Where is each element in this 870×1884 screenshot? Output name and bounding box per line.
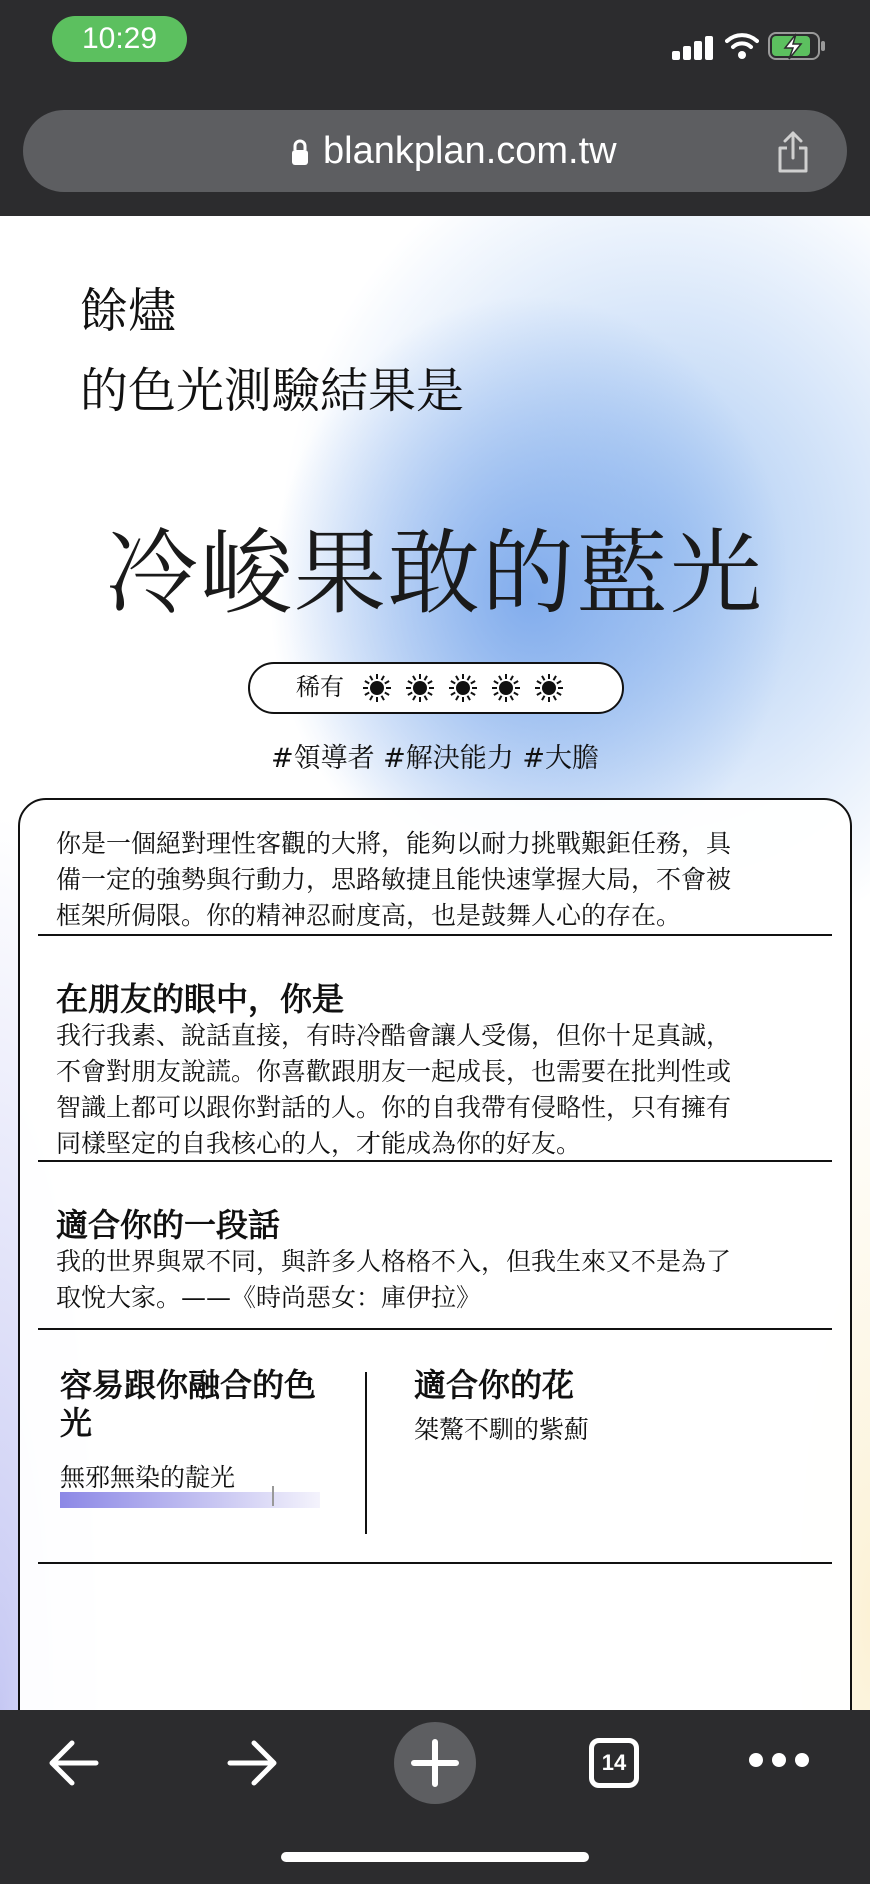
sun-icon xyxy=(362,673,392,703)
share-icon[interactable] xyxy=(773,130,813,174)
page-content xyxy=(0,216,870,1710)
intro-line: 框架所侷限。你的精神忍耐度高，也是鼓舞人心的存在。 xyxy=(56,901,682,930)
wifi-icon xyxy=(725,30,759,60)
friends-line: 不會對朋友說謊。你喜歡跟朋友一起成長，也需要在批判性或 xyxy=(56,1057,732,1086)
sun-icon xyxy=(448,673,478,703)
result-subtitle: 的色光測驗結果是 xyxy=(80,363,465,419)
result-title: 冷峻果敢的藍光 xyxy=(105,520,764,627)
flower-title: 適合你的花 xyxy=(414,1366,575,1404)
more-icon[interactable] xyxy=(746,1750,812,1770)
sun-icon xyxy=(491,673,521,703)
user-name: 餘燼 xyxy=(80,283,177,339)
match-color-title-line: 光 xyxy=(60,1404,93,1442)
browser-bottom-toolbar xyxy=(0,1710,870,1884)
battery-charging-icon xyxy=(768,32,826,60)
friends-section-title: 在朋友的眼中，你是 xyxy=(56,980,345,1018)
match-color-title xyxy=(60,1366,316,1442)
forward-arrow-icon[interactable] xyxy=(224,1734,282,1792)
divider xyxy=(38,1562,832,1564)
quote-section-title: 適合你的一段話 xyxy=(56,1206,281,1244)
tabs-button[interactable]: 14 xyxy=(589,1738,639,1788)
result-card xyxy=(18,798,852,1710)
url-text[interactable]: blankplan.com.tw xyxy=(323,130,617,172)
browser-top-bar xyxy=(0,0,870,216)
column-divider xyxy=(365,1372,367,1534)
address-bar[interactable] xyxy=(23,110,847,192)
match-color-swatch xyxy=(60,1492,320,1508)
intro-line: 備一定的強勢與行動力，思路敏捷且能快速掌握大局，不會被 xyxy=(56,865,732,894)
quote-section-text xyxy=(56,1244,826,1316)
flower-value: 桀驁不馴的紫薊 xyxy=(414,1415,590,1444)
divider xyxy=(38,934,832,936)
swatch-end-mark xyxy=(272,1486,274,1506)
intro-line: 你是一個絕對理性客觀的大將，能夠以耐力挑戰艱鉅任務，具 xyxy=(56,829,732,858)
plus-icon xyxy=(410,1738,460,1788)
intro-text xyxy=(56,826,826,934)
friends-section-text xyxy=(56,1018,826,1162)
rarity-suns xyxy=(362,673,577,703)
match-color-value: 無邪無染的靛光 xyxy=(60,1463,236,1492)
friends-line: 同樣堅定的自我核心的人，才能成為你的好友。 xyxy=(56,1129,582,1158)
divider xyxy=(38,1328,832,1330)
signal-icon xyxy=(672,36,716,60)
divider xyxy=(38,1160,832,1162)
sun-icon xyxy=(405,673,435,703)
back-arrow-icon[interactable] xyxy=(44,1734,102,1792)
lock-icon xyxy=(291,138,309,166)
friends-line: 我行我素、說話直接，有時冷酷會讓人受傷，但你十足真誠， xyxy=(56,1021,732,1050)
friends-line: 智識上都可以跟你對話的人。你的自我帶有侵略性，只有擁有 xyxy=(56,1093,732,1122)
result-tags: #領導者 #解決能力 #大膽 xyxy=(270,743,600,774)
quote-line: 取悅大家。——《時尚惡女：庫伊拉》 xyxy=(56,1283,482,1312)
home-indicator xyxy=(281,1852,589,1862)
sun-icon xyxy=(534,673,564,703)
new-tab-button[interactable] xyxy=(394,1722,476,1804)
rarity-label: 稀有 xyxy=(296,673,344,701)
match-color-title-line: 容易跟你融合的色 xyxy=(60,1366,317,1404)
quote-line: 我的世界與眾不同，與許多人格格不入，但我生來又不是為了 xyxy=(56,1247,732,1276)
status-time: 10:29 xyxy=(52,16,187,62)
rarity-badge xyxy=(248,662,624,714)
